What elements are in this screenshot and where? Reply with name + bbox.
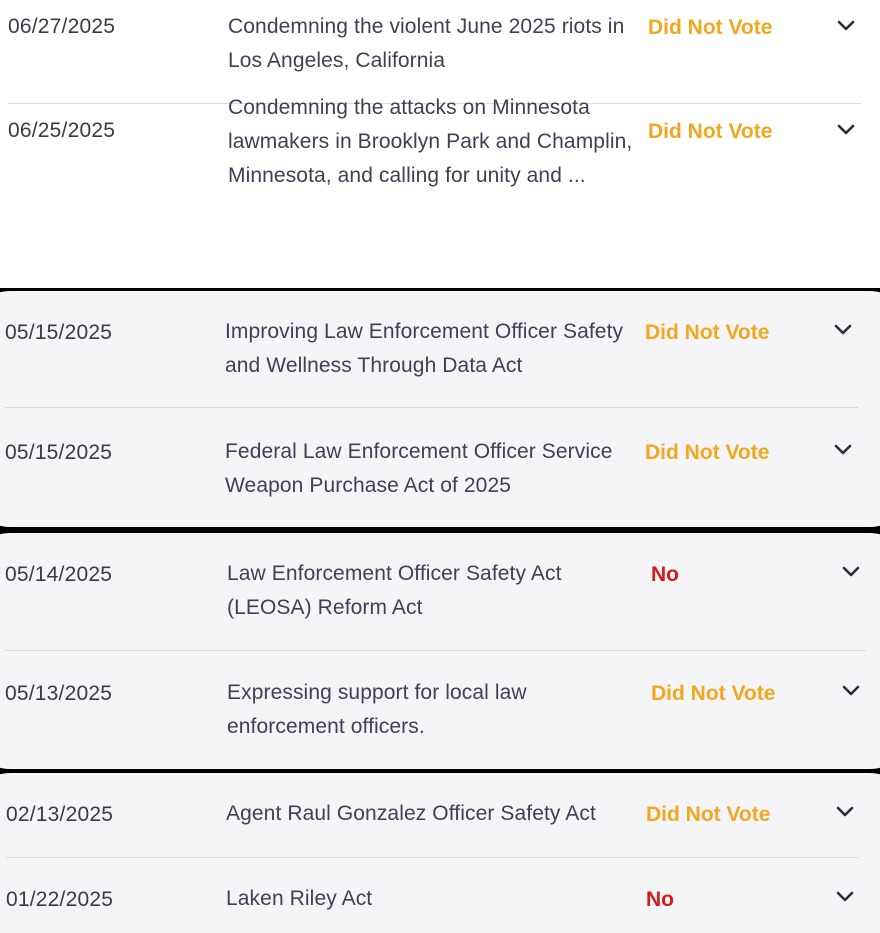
bill-title[interactable]: Condemning the attacks on Minnesota lawmakers in Brooklyn Park and Champlin, Minnesota, and calling for unity and ... bbox=[228, 96, 633, 187]
vote-date: 05/15/2025 bbox=[5, 441, 113, 464]
table-row[interactable] bbox=[0, 96, 880, 288]
chevron-down-icon[interactable] bbox=[836, 19, 856, 33]
table-row[interactable] bbox=[0, 533, 880, 650]
vote-status: Did Not Vote bbox=[646, 803, 771, 826]
table-row[interactable] bbox=[0, 408, 880, 527]
vote-status: Did Not Vote bbox=[648, 120, 773, 143]
vote-status: Did Not Vote bbox=[645, 321, 770, 344]
bill-title[interactable]: Federal Law Enforcement Officer Service Weapon Purchase Act of 2025 bbox=[225, 440, 613, 497]
bill-title[interactable]: Agent Raul Gonzalez Officer Safety Act bbox=[226, 802, 596, 825]
vote-status: No bbox=[646, 888, 674, 911]
chevron-down-icon[interactable] bbox=[841, 684, 861, 698]
table-row[interactable] bbox=[0, 651, 880, 769]
chevron-down-icon[interactable] bbox=[835, 805, 855, 819]
chevron-down-icon[interactable] bbox=[841, 565, 861, 579]
bill-title[interactable]: Condemning the violent June 2025 riots in Los Angeles, California bbox=[228, 15, 625, 72]
table-row[interactable] bbox=[0, 291, 880, 407]
bill-title[interactable]: Law Enforcement Officer Safety Act (LEOSA) Reform Act bbox=[227, 562, 562, 619]
bill-title[interactable]: Expressing support for local law enforcement officers. bbox=[227, 681, 527, 738]
table-row[interactable] bbox=[0, 0, 880, 104]
vote-card bbox=[0, 773, 880, 933]
bill-title[interactable]: Laken Riley Act bbox=[226, 887, 373, 910]
vote-date: 01/22/2025 bbox=[6, 888, 114, 911]
vote-card bbox=[0, 291, 880, 527]
vote-status: Did Not Vote bbox=[651, 682, 776, 705]
vote-date: 06/25/2025 bbox=[8, 119, 116, 142]
table-row[interactable] bbox=[0, 773, 880, 857]
chevron-down-icon[interactable] bbox=[836, 123, 856, 137]
chevron-down-icon[interactable] bbox=[835, 890, 855, 904]
chevron-down-icon[interactable] bbox=[833, 323, 853, 337]
vote-date: 05/14/2025 bbox=[5, 563, 113, 586]
vote-date: 02/13/2025 bbox=[6, 803, 114, 826]
vote-status: No bbox=[651, 563, 679, 586]
bill-title[interactable]: Improving Law Enforcement Officer Safety and Wellness Through Data Act bbox=[225, 320, 624, 377]
vote-card bbox=[0, 0, 880, 288]
vote-date: 05/13/2025 bbox=[5, 682, 113, 705]
vote-status: Did Not Vote bbox=[648, 16, 773, 39]
table-row[interactable] bbox=[0, 858, 880, 933]
chevron-down-icon[interactable] bbox=[833, 443, 853, 457]
vote-status: Did Not Vote bbox=[645, 441, 770, 464]
vote-card bbox=[0, 533, 880, 769]
vote-date: 05/15/2025 bbox=[5, 321, 113, 344]
vote-date: 06/27/2025 bbox=[8, 15, 116, 38]
